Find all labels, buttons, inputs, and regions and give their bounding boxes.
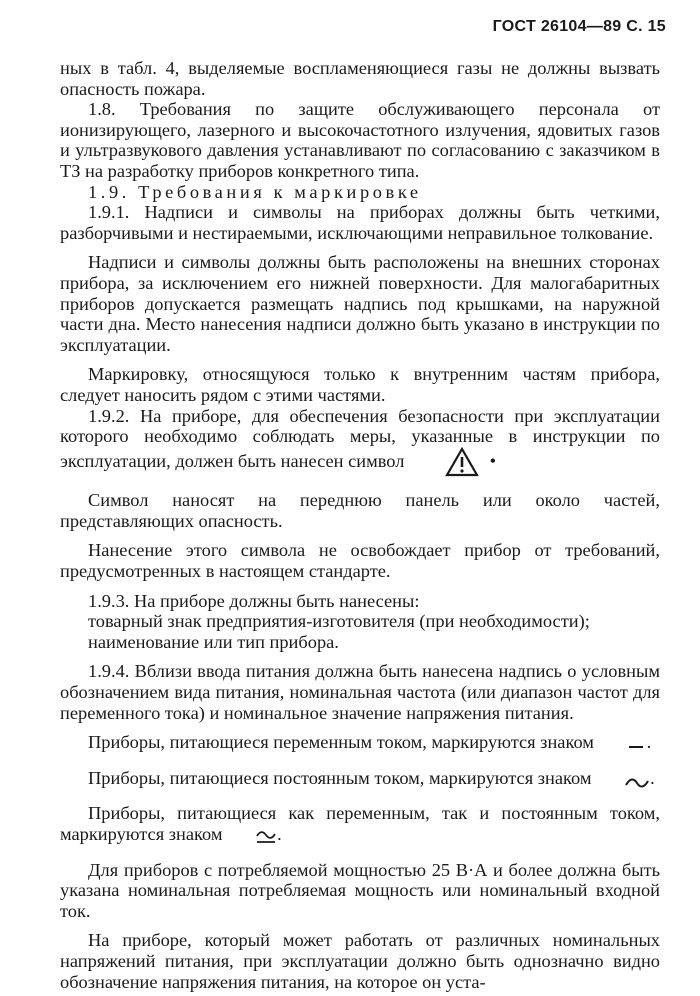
- paragraph-ac-dc: Приборы, питающиеся как переменным, так и постоянным током, маркируются знаком .: [60, 803, 660, 850]
- paragraph-continuation: ных в табл. 4, выделяемые воспламеняющиеся газы не должны вызвать опасность пожара.: [60, 58, 660, 99]
- paragraph-1-9-3: 1.9.3. На приборе должны быть нанесены:: [88, 590, 420, 611]
- warning-triangle-icon: [417, 447, 479, 482]
- paragraph-voltage: На приборе, который может работать от различных номинальных напряжений питания, при эксплуатации должно быть однозначно видно обозначение напряжения питания, на которое он уста-: [60, 930, 660, 992]
- page-header: ГОСТ 26104—89 С. 15: [492, 18, 666, 35]
- paragraph-internal-marking: Маркировку, относящуюся только к внутренним частям прибора, следует наносить рядом с этими частями.: [60, 364, 660, 405]
- paragraph-1-8: 1.8. Требования по защите обслуживающего персонала от ионизирующего, лазерного и высокочастотного излучения, ядовитых газов и ультразвукового давления устанавливают по согласованию с заказчиком в ТЗ на разработку приборов конкретного типа.: [60, 99, 660, 181]
- dc-symbol-icon: [596, 774, 650, 795]
- ac-dc-symbol-icon: [227, 830, 277, 851]
- paragraph-ac-dc-text: Приборы, питающиеся как переменным, так и постоянным током, маркируются знаком: [60, 803, 660, 844]
- paragraph-1-9-1: 1.9.1. Надписи и символы на приборах должны быть четкими, разборчивыми и нестираемыми, исключающими неправильное толкование.: [60, 202, 660, 243]
- paragraph-dc: Приборы, питающиеся постоянным током, маркируются знаком .: [60, 768, 660, 795]
- paragraph-placement: Надписи и символы должны быть расположены на внешних сторонах прибора, за исключением его нижней поверхности. Для малогабаритных приборов допускается размещать надпись под крышками, на наружной части дна. Место нанесения надписи должно быть указано в инструкции по эксплуатации.: [60, 252, 660, 355]
- ac-symbol-icon: [599, 738, 647, 759]
- document-body: [60, 58, 660, 992]
- paragraph-symbol-placement: Символ наносят на переднюю панель или около частей, представляющих опасность.: [60, 490, 660, 531]
- section-heading-1-9: 1.9. Требования к маркировке: [88, 181, 422, 202]
- paragraph-1-9-2: 1.9.2. На приборе, для обеспечения безопасности при эксплуатации которого необходимо соблюдать меры, указанные в инструкции по эксплуатации, должен быть нанесен символ •: [60, 406, 660, 482]
- paragraph-ac-text: Приборы, питающиеся переменным током, маркируются знаком: [88, 732, 594, 753]
- paragraph-symbol-note: Нанесение этого символа не освобождает прибор от требований, предусмотренных в настоящем стандарте.: [60, 540, 660, 582]
- paragraph-ac: Приборы, питающиеся переменным током, маркируются знаком .: [60, 732, 660, 759]
- paragraph-power: Для приборов с потребляемой мощностью 25 В·А и более должна быть указана номинальная потребляемая мощность или номинальный входной ток.: [60, 859, 660, 921]
- list-item-trademark: товарный знак предприятия-изготовителя (при необходимости);: [88, 611, 590, 632]
- list-item-name: наименование или тип прибора.: [88, 631, 339, 652]
- paragraph-1-9-2-text: 1.9.2. На приборе, для обеспечения безопасности при эксплуатации которого необходимо соблюдать меры, указанные в инструкции по эксплуатации, должен быть нанесен символ: [60, 405, 660, 471]
- paragraph-1-9-4: 1.9.4. Вблизи ввода питания должна быть нанесена надпись о условным обозначением вида питания, номинальная частота (или диапазон частот для переменного тока) и номинальное значение напряжения питания.: [60, 661, 660, 723]
- paragraph-dc-text: Приборы, питающиеся постоянным током, маркируются знаком: [88, 767, 592, 788]
